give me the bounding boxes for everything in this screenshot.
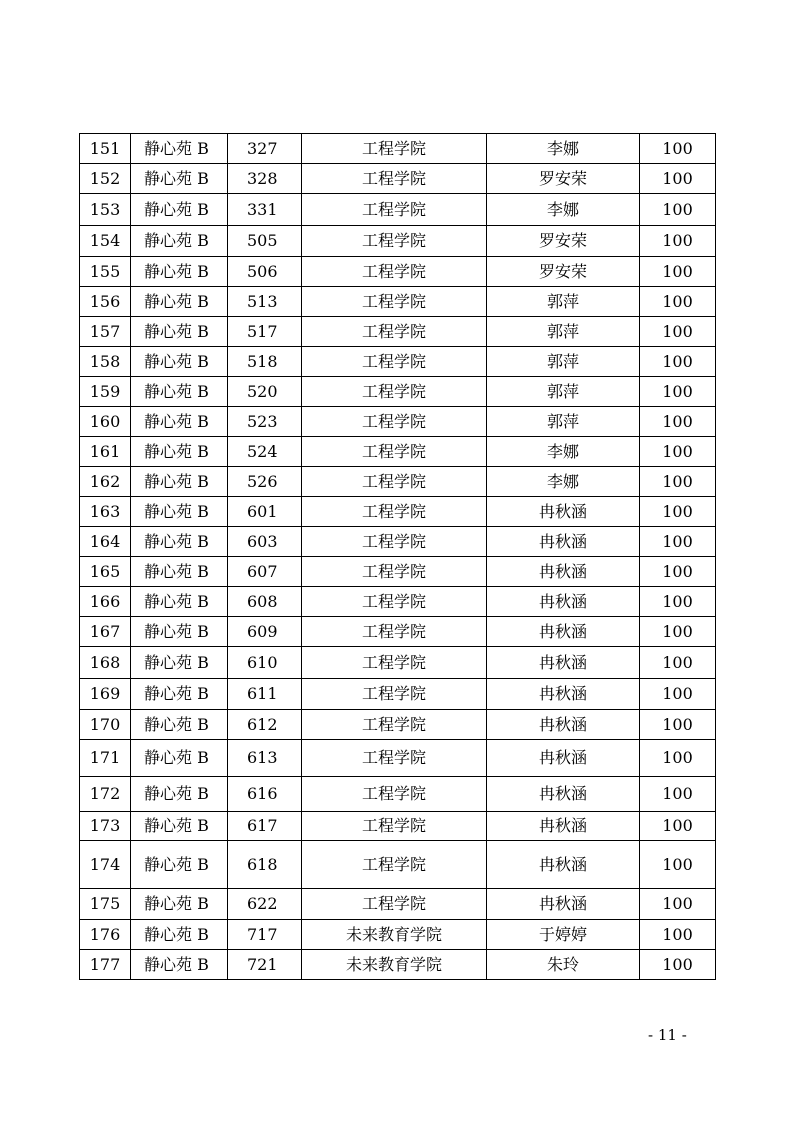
room-number-cell: 506 [228, 257, 302, 287]
college-cell: 工程学院 [302, 134, 487, 164]
college-cell: 工程学院 [302, 317, 487, 347]
dormitory-score-table [79, 133, 716, 980]
dorm-building-cell: 静心苑 B [131, 527, 228, 557]
row-number-cell: 154 [80, 226, 131, 257]
score-cell: 100 [640, 377, 716, 407]
page-number: - 11 - [648, 1026, 687, 1044]
table-row [80, 407, 716, 437]
counselor-cell: 李娜 [487, 134, 640, 164]
score-cell: 100 [640, 812, 716, 841]
room-number-cell: 611 [228, 679, 302, 710]
dorm-building-cell: 静心苑 B [131, 407, 228, 437]
counselor-cell: 郭萍 [487, 317, 640, 347]
row-number-cell: 176 [80, 920, 131, 950]
score-cell: 100 [640, 497, 716, 527]
dorm-building-cell: 静心苑 B [131, 467, 228, 497]
college-cell: 工程学院 [302, 257, 487, 287]
room-number-cell: 607 [228, 557, 302, 587]
room-number-cell: 608 [228, 587, 302, 617]
counselor-cell: 罗安荣 [487, 164, 640, 194]
score-cell: 100 [640, 920, 716, 950]
room-number-cell: 327 [228, 134, 302, 164]
dorm-building-cell: 静心苑 B [131, 740, 228, 777]
row-number-cell: 177 [80, 950, 131, 980]
table-row [80, 920, 716, 950]
counselor-cell: 李娜 [487, 194, 640, 226]
score-cell: 100 [640, 587, 716, 617]
row-number-cell: 169 [80, 679, 131, 710]
counselor-cell: 冉秋涵 [487, 812, 640, 841]
row-number-cell: 151 [80, 134, 131, 164]
counselor-cell: 冉秋涵 [487, 527, 640, 557]
table-row [80, 777, 716, 812]
table-row [80, 587, 716, 617]
dorm-building-cell: 静心苑 B [131, 679, 228, 710]
score-cell: 100 [640, 710, 716, 740]
dorm-building-cell: 静心苑 B [131, 950, 228, 980]
row-number-cell: 171 [80, 740, 131, 777]
dorm-building-cell: 静心苑 B [131, 557, 228, 587]
room-number-cell: 721 [228, 950, 302, 980]
dorm-building-cell: 静心苑 B [131, 647, 228, 679]
score-cell: 100 [640, 347, 716, 377]
table-row [80, 377, 716, 407]
dorm-building-cell: 静心苑 B [131, 347, 228, 377]
table-row [80, 347, 716, 377]
counselor-cell: 冉秋涵 [487, 841, 640, 889]
score-cell: 100 [640, 134, 716, 164]
table-row [80, 164, 716, 194]
counselor-cell: 郭萍 [487, 407, 640, 437]
dorm-building-cell: 静心苑 B [131, 437, 228, 467]
college-cell: 工程学院 [302, 647, 487, 679]
room-number-cell: 524 [228, 437, 302, 467]
dorm-building-cell: 静心苑 B [131, 920, 228, 950]
college-cell: 工程学院 [302, 437, 487, 467]
college-cell: 工程学院 [302, 347, 487, 377]
college-cell: 工程学院 [302, 194, 487, 226]
dorm-building-cell: 静心苑 B [131, 497, 228, 527]
dorm-building-cell: 静心苑 B [131, 710, 228, 740]
counselor-cell: 冉秋涵 [487, 710, 640, 740]
table-row [80, 194, 716, 226]
dorm-building-cell: 静心苑 B [131, 812, 228, 841]
table-row [80, 710, 716, 740]
table-row [80, 647, 716, 679]
counselor-cell: 郭萍 [487, 347, 640, 377]
room-number-cell: 526 [228, 467, 302, 497]
table-row [80, 467, 716, 497]
college-cell: 工程学院 [302, 587, 487, 617]
score-cell: 100 [640, 317, 716, 347]
dorm-building-cell: 静心苑 B [131, 287, 228, 317]
score-cell: 100 [640, 617, 716, 647]
score-cell: 100 [640, 950, 716, 980]
table-row [80, 287, 716, 317]
row-number-cell: 166 [80, 587, 131, 617]
score-cell: 100 [640, 287, 716, 317]
counselor-cell: 冉秋涵 [487, 557, 640, 587]
row-number-cell: 174 [80, 841, 131, 889]
counselor-cell: 郭萍 [487, 377, 640, 407]
counselor-cell: 郭萍 [487, 287, 640, 317]
counselor-cell: 冉秋涵 [487, 777, 640, 812]
table-row [80, 437, 716, 467]
dorm-building-cell: 静心苑 B [131, 164, 228, 194]
room-number-cell: 610 [228, 647, 302, 679]
college-cell: 工程学院 [302, 710, 487, 740]
dorm-building-cell: 静心苑 B [131, 617, 228, 647]
dorm-building-cell: 静心苑 B [131, 841, 228, 889]
room-number-cell: 609 [228, 617, 302, 647]
score-cell: 100 [640, 679, 716, 710]
college-cell: 工程学院 [302, 287, 487, 317]
score-cell: 100 [640, 437, 716, 467]
table-row [80, 841, 716, 889]
table-row [80, 740, 716, 777]
table-row [80, 812, 716, 841]
college-cell: 工程学院 [302, 527, 487, 557]
college-cell: 未来教育学院 [302, 920, 487, 950]
row-number-cell: 157 [80, 317, 131, 347]
row-number-cell: 164 [80, 527, 131, 557]
room-number-cell: 603 [228, 527, 302, 557]
table-row [80, 226, 716, 257]
counselor-cell: 李娜 [487, 437, 640, 467]
college-cell: 工程学院 [302, 617, 487, 647]
counselor-cell: 冉秋涵 [487, 647, 640, 679]
score-cell: 100 [640, 407, 716, 437]
row-number-cell: 167 [80, 617, 131, 647]
row-number-cell: 159 [80, 377, 131, 407]
room-number-cell: 331 [228, 194, 302, 226]
college-cell: 工程学院 [302, 557, 487, 587]
room-number-cell: 520 [228, 377, 302, 407]
dorm-building-cell: 静心苑 B [131, 889, 228, 920]
score-cell: 100 [640, 527, 716, 557]
counselor-cell: 冉秋涵 [487, 889, 640, 920]
college-cell: 工程学院 [302, 377, 487, 407]
room-number-cell: 612 [228, 710, 302, 740]
table-row [80, 950, 716, 980]
dorm-building-cell: 静心苑 B [131, 194, 228, 226]
score-cell: 100 [640, 557, 716, 587]
table-row [80, 497, 716, 527]
dorm-building-cell: 静心苑 B [131, 317, 228, 347]
counselor-cell: 冉秋涵 [487, 679, 640, 710]
college-cell: 未来教育学院 [302, 950, 487, 980]
college-cell: 工程学院 [302, 889, 487, 920]
room-number-cell: 523 [228, 407, 302, 437]
table-row [80, 557, 716, 587]
room-number-cell: 505 [228, 226, 302, 257]
college-cell: 工程学院 [302, 777, 487, 812]
row-number-cell: 165 [80, 557, 131, 587]
counselor-cell: 朱玲 [487, 950, 640, 980]
dorm-building-cell: 静心苑 B [131, 257, 228, 287]
college-cell: 工程学院 [302, 740, 487, 777]
room-number-cell: 513 [228, 287, 302, 317]
dorm-building-cell: 静心苑 B [131, 226, 228, 257]
table-row [80, 679, 716, 710]
row-number-cell: 172 [80, 777, 131, 812]
row-number-cell: 156 [80, 287, 131, 317]
score-cell: 100 [640, 841, 716, 889]
room-number-cell: 518 [228, 347, 302, 377]
row-number-cell: 152 [80, 164, 131, 194]
row-number-cell: 161 [80, 437, 131, 467]
college-cell: 工程学院 [302, 679, 487, 710]
college-cell: 工程学院 [302, 841, 487, 889]
score-cell: 100 [640, 226, 716, 257]
table-body [80, 134, 716, 980]
counselor-cell: 冉秋涵 [487, 740, 640, 777]
row-number-cell: 173 [80, 812, 131, 841]
row-number-cell: 162 [80, 467, 131, 497]
counselor-cell: 冉秋涵 [487, 617, 640, 647]
table-row [80, 317, 716, 347]
counselor-cell: 冉秋涵 [487, 497, 640, 527]
college-cell: 工程学院 [302, 812, 487, 841]
table-row [80, 889, 716, 920]
college-cell: 工程学院 [302, 226, 487, 257]
row-number-cell: 170 [80, 710, 131, 740]
counselor-cell: 于婷婷 [487, 920, 640, 950]
counselor-cell: 罗安荣 [487, 257, 640, 287]
dorm-building-cell: 静心苑 B [131, 587, 228, 617]
room-number-cell: 618 [228, 841, 302, 889]
table-row [80, 134, 716, 164]
row-number-cell: 160 [80, 407, 131, 437]
row-number-cell: 175 [80, 889, 131, 920]
row-number-cell: 155 [80, 257, 131, 287]
score-cell: 100 [640, 889, 716, 920]
row-number-cell: 158 [80, 347, 131, 377]
dorm-building-cell: 静心苑 B [131, 777, 228, 812]
counselor-cell: 李娜 [487, 467, 640, 497]
room-number-cell: 601 [228, 497, 302, 527]
table-row [80, 257, 716, 287]
room-number-cell: 622 [228, 889, 302, 920]
room-number-cell: 717 [228, 920, 302, 950]
room-number-cell: 517 [228, 317, 302, 347]
score-cell: 100 [640, 257, 716, 287]
dorm-building-cell: 静心苑 B [131, 377, 228, 407]
row-number-cell: 168 [80, 647, 131, 679]
college-cell: 工程学院 [302, 497, 487, 527]
room-number-cell: 616 [228, 777, 302, 812]
dorm-building-cell: 静心苑 B [131, 134, 228, 164]
score-cell: 100 [640, 647, 716, 679]
counselor-cell: 罗安荣 [487, 226, 640, 257]
college-cell: 工程学院 [302, 164, 487, 194]
room-number-cell: 613 [228, 740, 302, 777]
table-row [80, 527, 716, 557]
score-cell: 100 [640, 164, 716, 194]
score-cell: 100 [640, 777, 716, 812]
row-number-cell: 163 [80, 497, 131, 527]
row-number-cell: 153 [80, 194, 131, 226]
college-cell: 工程学院 [302, 407, 487, 437]
table-row [80, 617, 716, 647]
score-cell: 100 [640, 740, 716, 777]
score-cell: 100 [640, 194, 716, 226]
counselor-cell: 冉秋涵 [487, 587, 640, 617]
score-cell: 100 [640, 467, 716, 497]
college-cell: 工程学院 [302, 467, 487, 497]
room-number-cell: 328 [228, 164, 302, 194]
room-number-cell: 617 [228, 812, 302, 841]
